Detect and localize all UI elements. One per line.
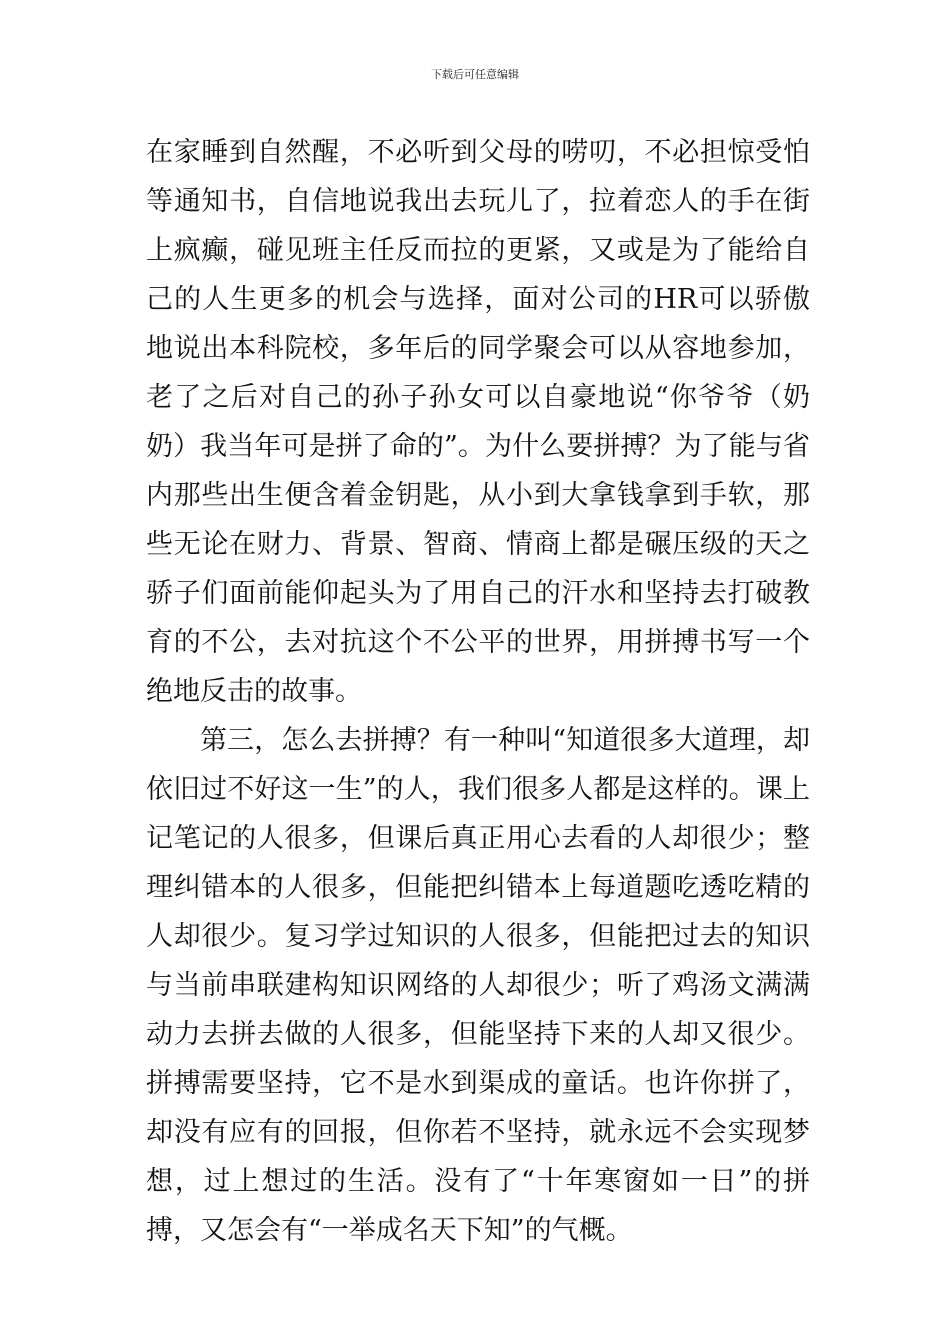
paragraph-1: 在家睡到自然醒，不必听到父母的唠叨，不必担惊受怕等通知书，自信地说我出去玩儿了，拉着恋人的手在街上疯癫，碰见班主任反而拉的更紧，又或是为了能给自己的人生更多的机会与选择，面对公司的HR可以骄傲地说出本科院校，多年后的同学聚会可以从容地参加，老了之后对自己的孙子孙女可以自豪地说“你爷爷（奶奶）我当年可是拼了命的”。为什么要拼搏？为了能与省内那些出生便含着金钥匙，从小到大拿钱拿到手软，那些无论在财力、背景、智商、情商上都是碾压级的天之骄子们面前能仰起头为了用自己的汗水和坚持去打破教育的不公，去对抗这个不公平的世界，用拼搏书写一个绝地反击的故事。: [146, 137, 810, 707]
paragraph-2: 第三，怎么去拼搏？有一种叫“知道很多大道理，却依旧过不好这一生”的人，我们很多人都是这样的。课上记笔记的人很多，但课后真正用心去看的人却很少；整理纠错本的人很多，但能把纠错本上每道题吃透吃精的人却很少。复习学过知识的人很多，但能把过去的知识与当前串联建构知识网络的人却很少；听了鸡汤文满满动力去拼去做的人很多，但能坚持下来的人却又很少。拼搏需要坚持，它不是水到渠成的童话。也许你拼了，却没有应有的回报，但你若不坚持，就永远不会实现梦想，过上想过的生活。没有了“十年寒窗如一日”的拼搏，又怎会有“一举成名天下知”的气概。: [146, 725, 810, 1246]
document-body: [146, 128, 810, 1255]
header-note: 下载后可任意编辑: [431, 68, 519, 81]
